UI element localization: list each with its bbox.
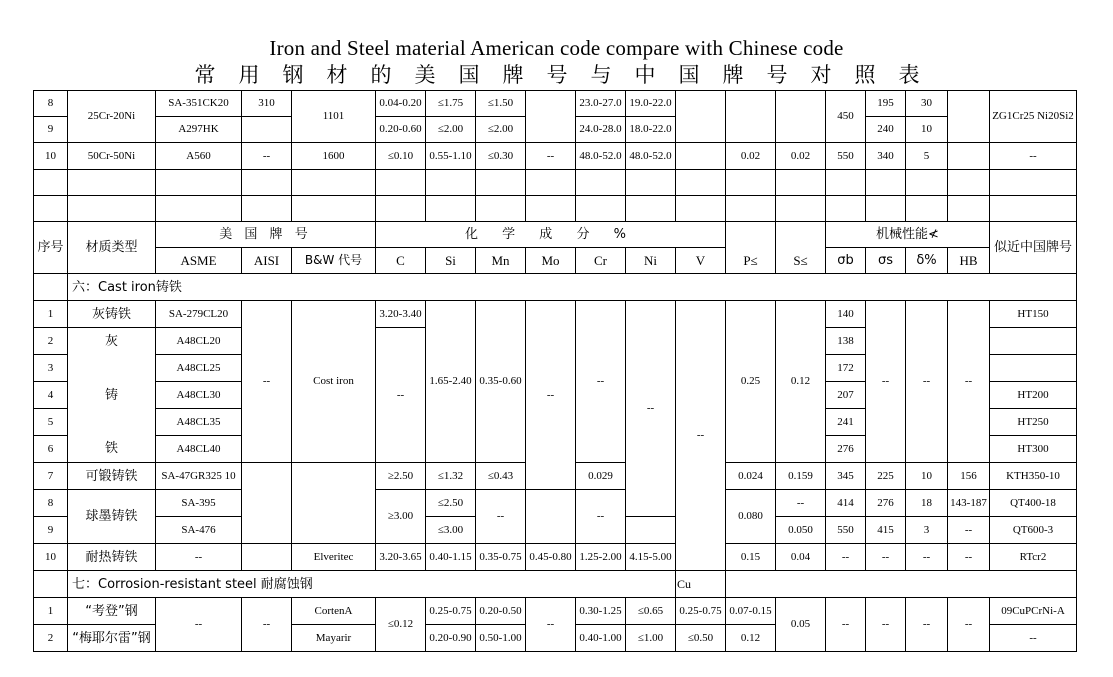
table-row: 7 可锻铸铁 SA-47GR325 10 ≥2.50 ≤1.32 ≤0.43 0.029 0.024 0.159 345 225 10 156 KTH350-10 bbox=[34, 463, 1077, 490]
table-row: 5 A48CL35 241 HT250 bbox=[34, 409, 1077, 436]
header-type: 材质类型 bbox=[68, 222, 156, 274]
table-row: 1 “考登”钢 -- -- CortenA ≤0.12 0.25-0.75 0.20-0.50 -- 0.30-1.25 ≤0.65 0.25-0.75 0.07-0.15 0.05 -- -- -- -- 09CuPCrNi-A bbox=[34, 598, 1077, 625]
material-comparison-table bbox=[33, 90, 1077, 652]
table-row-empty bbox=[34, 170, 1077, 196]
section-header-corrosion: 七：Corrosion-resistant steel 耐腐蚀钢 Cu bbox=[34, 571, 1077, 598]
section-header-cast-iron: 六：Cast iron铸铁 bbox=[34, 274, 1077, 301]
table-row: 6 铁 A48CL40 276 HT300 bbox=[34, 436, 1077, 463]
table-row: 1 灰铸铁 SA-279CL20 -- Cost iron 3.20-3.40 1.65-2.40 0.35-0.60 -- -- -- -- 0.25 0.12 140 -- -- -- HT150 bbox=[34, 301, 1077, 328]
table-header-row-1 bbox=[34, 222, 1077, 248]
header-mech: 机械性能≮ bbox=[826, 222, 990, 248]
table-row: 9 A297HK 0.20-0.60 ≤2.00 ≤2.00 24.0-28.0 18.0-22.0 240 10 bbox=[34, 117, 1077, 143]
table-row: 2 灰 A48CL20 -- 138 bbox=[34, 328, 1077, 355]
table-row: 8 25Cr-20Ni SA-351CK20 310 1101 0.04-0.20 ≤1.75 ≤1.50 23.0-27.0 19.0-22.0 450 195 30 ZG1Cr25 Ni20Si2 bbox=[34, 91, 1077, 117]
title-english: Iron and Steel material American code compare with Chinese code bbox=[269, 36, 844, 60]
table-row: 2 “梅耶尔雷”钢 Mayarir 0.20-0.90 0.50-1.00 0.40-1.00 ≤1.00 ≤0.50 0.12 -- bbox=[34, 625, 1077, 652]
title-chinese: 常用钢材的美国牌号与中国牌号对照表 bbox=[194, 63, 943, 87]
table-row: 10 耐热铸铁 -- Elveritec 3.20-3.65 0.40-1.15 0.35-0.75 0.45-0.80 1.25-2.00 4.15-5.00 0.15 0.04 -- -- -- -- RTcr2 bbox=[34, 544, 1077, 571]
header-cn: 似近中国牌号 bbox=[990, 222, 1077, 274]
header-no: 序号 bbox=[34, 222, 68, 274]
table-row: 9 SA-476 ≤3.00 0.050 550 415 3 -- QT600-3 bbox=[34, 517, 1077, 544]
table-row: 4 铸 A48CL30 207 HT200 bbox=[34, 382, 1077, 409]
table-row: 8 球墨铸铁 SA-395 ≥3.00 ≤2.50 -- -- 0.080 -- 414 276 18 143-187 QT400-18 bbox=[34, 490, 1077, 517]
header-us-code: 美 国 牌 号 bbox=[156, 222, 376, 248]
table-row: 3 A48CL25 172 bbox=[34, 355, 1077, 382]
header-chem: 化 学 成 分 % bbox=[376, 222, 726, 248]
table-row-empty bbox=[34, 196, 1077, 222]
table-header-row-2: ASME AISI B&W 代号 C Si Mn Mo Cr Ni V P≤ S≤ σb σs δ% HB bbox=[34, 248, 1077, 274]
table-row: 10 50Cr-50Ni A560 -- 1600 ≤0.10 0.55-1.10 ≤0.30 -- 48.0-52.0 48.0-52.0 0.02 0.02 550 340 5 -- bbox=[34, 143, 1077, 170]
